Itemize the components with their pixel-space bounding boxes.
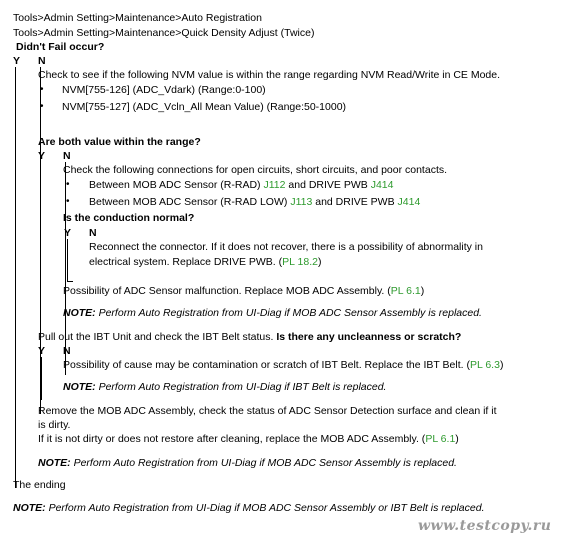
no-label: N <box>38 55 46 67</box>
nvm-item-vcln: NVM[755-127] (ADC_Vcln_All Mean Value) (Range:50-1000) <box>62 101 347 113</box>
parts-link-pl-18-2[interactable]: PL 18.2 <box>282 256 318 268</box>
step-check-nvm: Check to see if the following NVM value is within the range regarding NVM Read/Write in CE Mode. <box>38 69 501 81</box>
connector-link-j414[interactable]: J414 <box>370 179 394 191</box>
step-replace-ibt-belt: Possibility of cause may be contamination or scratch of IBT Belt. Replace the IBT Belt. (PL 6.3) <box>63 359 504 371</box>
yes-branch-line <box>67 239 68 281</box>
connection-item-rrad: Between MOB ADC Sensor (R-RAD) J112 and DRIVE PWB J414 <box>89 179 394 191</box>
parts-link-pl-6-1[interactable]: PL 6.1 <box>425 433 456 445</box>
yes-branch-line <box>15 67 16 488</box>
step-clean-adc-line2: is dirty. <box>38 419 71 431</box>
step-reconnect-line2: electrical system. Replace DRIVE PWB. (PL 18.2) <box>89 256 322 268</box>
yes-label: Y <box>38 345 46 357</box>
parts-link-pl-6-3[interactable]: PL 6.3 <box>469 359 500 371</box>
step-check-connections: Check the following connections for open circuits, short circuits, and poor contacts. <box>63 164 448 176</box>
yes-label: Y <box>64 227 72 239</box>
question-values-in-range: Are both value within the range? <box>38 136 201 148</box>
step-check-ibt-belt: Pull out the IBT Unit and check the IBT Belt status. Is there any uncleanness or scratch? <box>38 331 462 343</box>
note-final: NOTE: Perform Auto Registration from UI-Diag if MOB ADC Sensor Assembly or IBT Belt is replaced. <box>13 502 485 514</box>
connector-link-j112[interactable]: J112 <box>263 179 286 191</box>
parts-link-pl-6-1[interactable]: PL 6.1 <box>390 285 421 297</box>
question-fail-occur: Didn't Fail occur? <box>16 41 105 53</box>
yes-branch-line <box>41 357 42 400</box>
yes-label: Y <box>13 55 21 67</box>
note-mob-adc-replaced: NOTE: Perform Auto Registration from UI-Diag if MOB ADC Sensor Assembly is replaced. <box>63 307 482 319</box>
connector-link-j113[interactable]: J113 <box>290 196 313 208</box>
watermark-logo: www.testcopy.ru <box>418 518 552 534</box>
yes-label: Y <box>38 150 46 162</box>
step-replace-mob-adc: Possibility of ADC Sensor malfunction. Replace MOB ADC Assembly. (PL 6.1) <box>63 285 425 297</box>
step-reconnect-line1: Reconnect the connector. If it does not recover, there is a possibility of abnormality in <box>89 241 483 253</box>
menu-path-auto-registration: Tools>Admin Setting>Maintenance>Auto Registration <box>13 12 262 24</box>
the-ending: The ending <box>13 479 66 491</box>
branch-tick <box>67 281 73 282</box>
question-conduction-normal: Is the conduction normal? <box>63 212 195 224</box>
step-clean-adc-line1: Remove the MOB ADC Assembly, check the status of ADC Sensor Detection surface and clean if it <box>38 405 497 417</box>
step-clean-adc-line3: If it is not dirty or does not restore after cleaning, replace the MOB ADC Assembly. (PL 6.1) <box>38 433 459 445</box>
note-mob-adc-replaced: NOTE: Perform Auto Registration from UI-Diag if MOB ADC Sensor Assembly is replaced. <box>38 457 457 469</box>
menu-path-density-adjust: Tools>Admin Setting>Maintenance>Quick Density Adjust (Twice) <box>13 27 315 39</box>
bullet-icon: • <box>40 101 44 112</box>
no-label: N <box>63 345 71 357</box>
nvm-item-vdark: NVM[755-126] (ADC_Vdark) (Range:0-100) <box>62 84 266 96</box>
connector-link-j414[interactable]: J414 <box>397 196 421 208</box>
no-label: N <box>89 227 97 239</box>
bullet-icon: • <box>40 84 44 95</box>
connection-item-rrad-low: Between MOB ADC Sensor (R-RAD LOW) J113 and DRIVE PWB J414 <box>89 196 421 208</box>
bullet-icon: • <box>66 179 70 190</box>
note-ibt-belt-replaced: NOTE: Perform Auto Registration from UI-Diag if IBT Belt is replaced. <box>63 381 387 393</box>
no-label: N <box>63 150 71 162</box>
bullet-icon: • <box>66 196 70 207</box>
